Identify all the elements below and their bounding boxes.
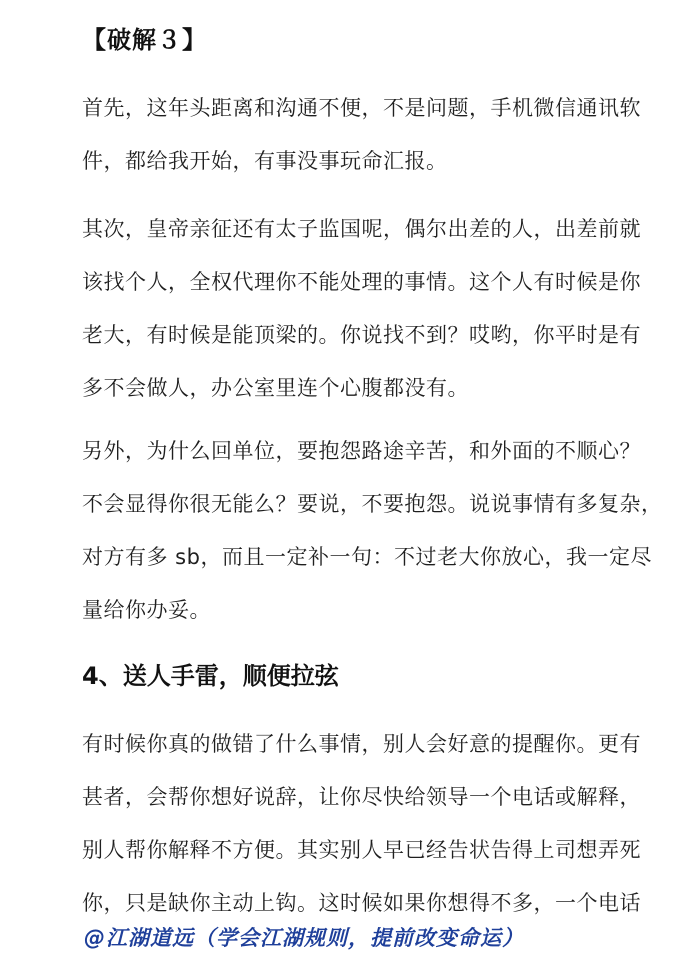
crack-heading: 【破解３】 [82,26,207,54]
paragraph-line: 老大，有时候是能顶梁的。你说找不到？哎哟，你平时是有 [82,323,641,347]
section-paragraph [82,718,642,930]
paragraph-first [82,82,642,188]
paragraph-line: 多不会做人，办公室里连个心腹都没有。 [82,376,469,400]
paragraph-line: 不会显得你很无能么？要说，不要抱怨。说说事情有多复杂， [82,492,663,516]
paragraph-third [82,425,663,637]
section-title: 4、送人手雷，顺便拉弦 [82,662,339,690]
paragraph-line: 首先，这年头距离和沟通不便，不是问题，手机微信通讯软 [82,96,641,120]
author-watermark: @江湖道远（学会江湖规则，提前改变命运） [84,926,524,950]
paragraph-line: 对方有多 sb，而且一定补一句：不过老大你放心，我一定尽 [82,545,652,569]
paragraph-line: 该找个人，全权代理你不能处理的事情。这个人有时候是你 [82,270,641,294]
paragraph-line: 件，都给我开始，有事没事玩命汇报。 [82,149,448,173]
paragraph-line: 量给你办妥。 [82,598,211,622]
paragraph-line: 另外，为什么回单位，要抱怨路途辛苦，和外面的不顺心？ [82,439,641,463]
paragraph-line: 有时候你真的做错了什么事情，别人会好意的提醒你。更有 [82,732,641,756]
paragraph-line: 其次，皇帝亲征还有太子监国呢，偶尔出差的人，出差前就 [82,217,641,241]
paragraph-second [82,203,642,415]
paragraph-line: 甚者，会帮你想好说辞，让你尽快给领导一个电话或解释， [82,785,641,809]
paragraph-line: 别人帮你解释不方便。其实别人早已经告状告得上司想弄死 [82,838,641,862]
paragraph-line: 你，只是缺你主动上钩。这时候如果你想得不多，一个电话 [82,891,641,915]
